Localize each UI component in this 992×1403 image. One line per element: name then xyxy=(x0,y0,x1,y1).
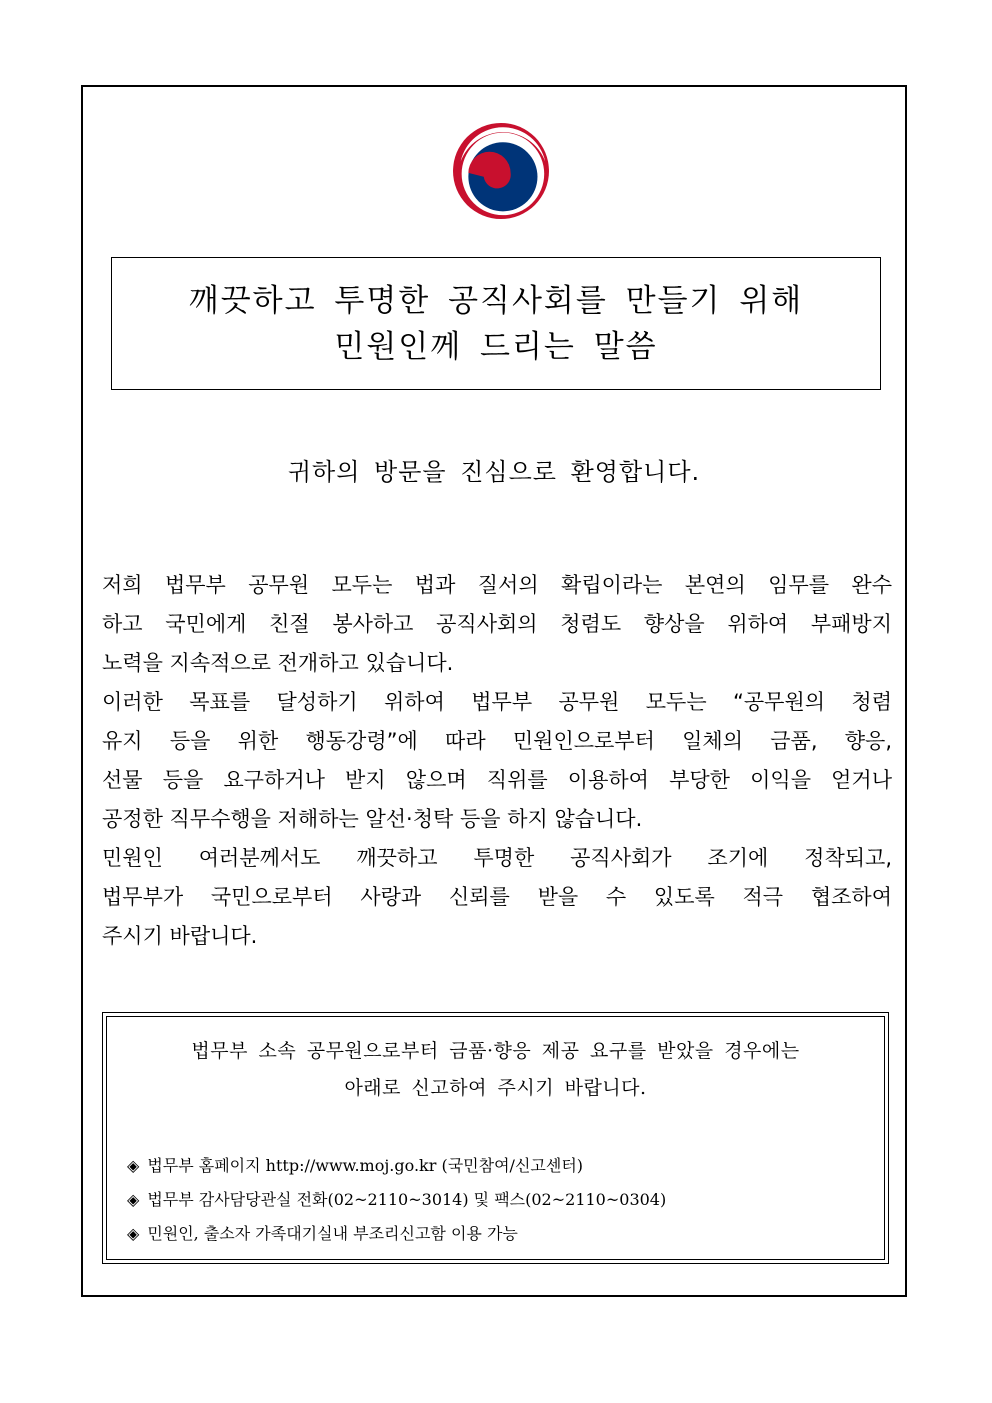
page-title-line-2: 민원인께 드리는 말씀 xyxy=(334,328,658,365)
diamond-bullet-icon: ◈ xyxy=(127,1156,140,1175)
report-channel-box xyxy=(127,1217,666,1251)
diamond-bullet-icon: ◈ xyxy=(127,1190,140,1209)
report-channel-phone-fax xyxy=(127,1183,666,1217)
diamond-bullet-icon: ◈ xyxy=(127,1224,140,1243)
page-title-line-1: 깨끗하고 투명한 공직사회를 만들기 위해 xyxy=(188,282,804,319)
welcome-message: 귀하의 방문을 진심으로 환영합니다. xyxy=(287,458,701,486)
body-line: 공정한 직무수행을 저해하는 알선·청탁 등을 하지 않습니다. xyxy=(102,807,643,831)
body-line: 하고 국민에게 친절 봉사하고 공직사회의 청렴도 향상을 위하여 부패방지 xyxy=(102,612,892,636)
notice-heading-line-1: 법무부 소속 공무원으로부터 금품·향응 제공 요구를 받았을 경우에는 xyxy=(191,1040,800,1062)
government-emblem-icon xyxy=(453,123,549,219)
notice-heading xyxy=(107,1033,884,1107)
notice-heading-line-2: 아래로 신고하여 주시기 바랍니다. xyxy=(344,1077,647,1099)
report-channel-text: 민원인, 출소자 가족대기실내 부조리신고함 이용 가능 xyxy=(147,1224,518,1243)
report-channel-list xyxy=(127,1149,666,1251)
report-channel-text: 법무부 감사담당관실 전화(02~2110~3014) 및 팩스(02~2110~0304) xyxy=(147,1190,667,1209)
report-notice-inner xyxy=(106,1016,885,1260)
body-line: 유지 등을 위한 행동강령”에 따라 민원인으로부터 일체의 금품, 향응, xyxy=(102,729,892,753)
body-line: 주시기 바랍니다. xyxy=(102,924,258,948)
body-line: 민원인 여러분께서도 깨끗하고 투명한 공직사회가 조기에 정착되고, xyxy=(102,846,892,870)
title-box xyxy=(111,257,881,390)
report-channel-text: 법무부 홈페이지 http://www.moj.go.kr (국민참여/신고센터) xyxy=(147,1156,584,1175)
body-line: 저희 법무부 공무원 모두는 법과 질서의 확립이라는 본연의 임무를 완수 xyxy=(102,573,892,597)
body-line: 노력을 지속적으로 전개하고 있습니다. xyxy=(102,651,454,675)
body-paragraphs xyxy=(102,566,892,956)
body-line: 선물 등을 요구하거나 받지 않으며 직위를 이용하여 부당한 이익을 얻거나 xyxy=(102,768,892,792)
report-channel-homepage xyxy=(127,1149,666,1183)
body-line: 법무부가 국민으로부터 사랑과 신뢰를 받을 수 있도록 적극 협조하여 xyxy=(102,885,892,909)
body-line: 이러한 목표를 달성하기 위하여 법무부 공무원 모두는 “공무원의 청렴 xyxy=(102,690,892,714)
report-notice-box xyxy=(102,1012,889,1264)
